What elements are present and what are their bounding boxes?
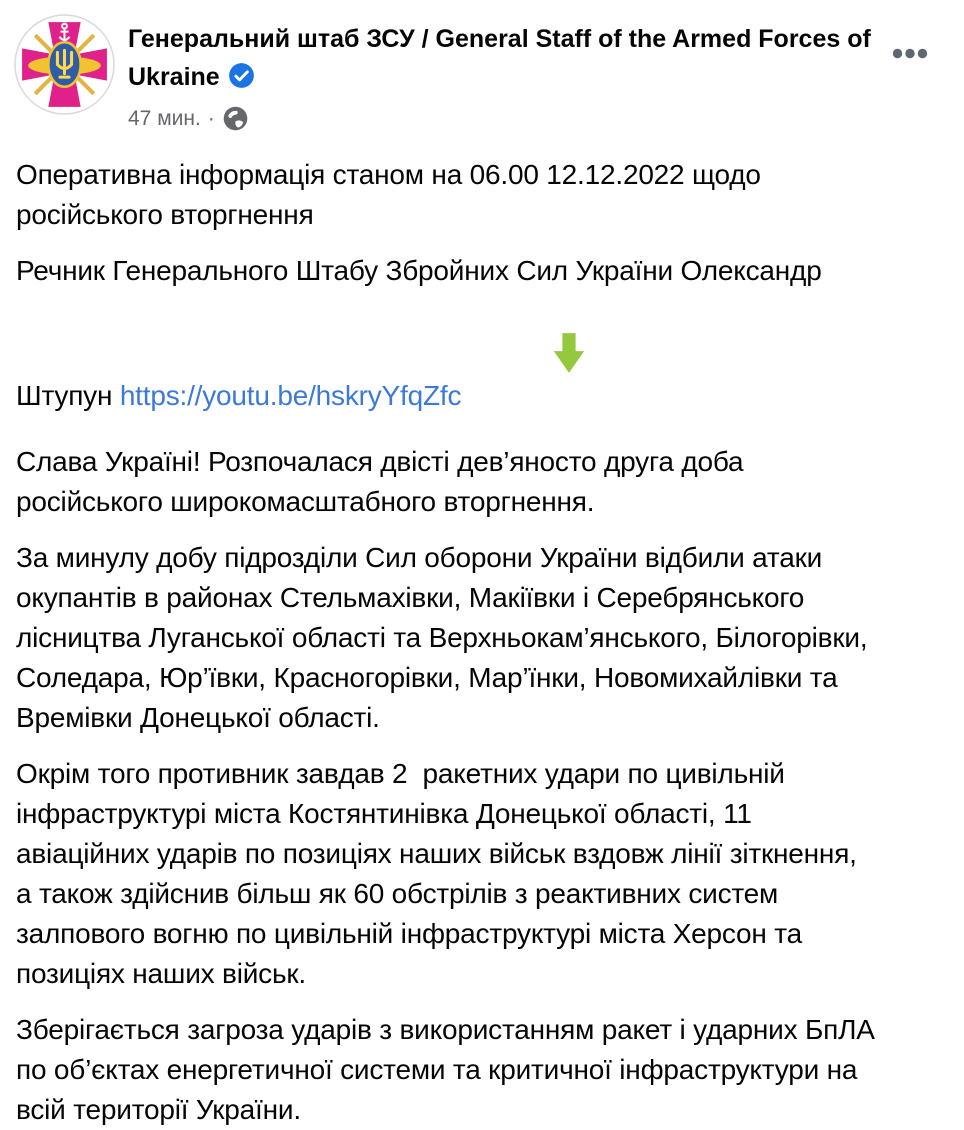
text-line: окупантів в районах Стельмахівки, Макіївки і Серебрянського: [16, 582, 805, 613]
three-dots-icon: [892, 48, 928, 59]
paragraph-5: [16, 754, 956, 994]
post-header: [0, 0, 964, 132]
text-line: позиціях наших військ.: [16, 958, 306, 989]
text-segment: Штупун: [16, 380, 120, 411]
paragraph-1: [16, 155, 956, 235]
text-line: по об’єктах енергетичної системи та критичної інфраструктури на: [16, 1054, 858, 1085]
page-name: Генеральний штаб ЗСУ / General Staff of the Armed Forces of Ukraine: [128, 25, 871, 91]
text-line: а також здійснив більш як 60 обстрілів з реактивних систем: [16, 878, 779, 909]
globe-public-icon: [222, 105, 249, 132]
text-line: [16, 291, 956, 426]
text-line: Соледара, Юр’ївки, Красногорівки, Мар’їнки, Новомихайлівки та: [16, 662, 838, 693]
text-line: За минулу добу підрозділи Сил оборони України відбили атаки: [16, 542, 823, 573]
text-line: всій території України.: [16, 1094, 301, 1125]
paragraph-3: [16, 442, 956, 522]
text-line: залпового вогню по цивільній інфраструктурі міста Херсон та: [16, 918, 802, 949]
text-line: Речник Генерального Штабу Збройних Сил України Олександр: [16, 255, 822, 286]
paragraph-4: [16, 538, 956, 738]
text-line: російського широкомасштабного вторгнення.: [16, 486, 595, 517]
green-down-arrow-icon: [476, 291, 586, 426]
text-line: російського вторгнення: [16, 199, 314, 230]
more-options-button[interactable]: [886, 40, 934, 70]
text-line: Окрім того противник завдав 2 ракетних удари по цивільній: [16, 758, 785, 789]
text-line: Зберігається загроза ударів з використанням ракет і ударних БпЛА: [16, 1014, 875, 1045]
page-avatar[interactable]: [14, 14, 115, 115]
page-name-link[interactable]: [128, 20, 873, 100]
post-meta: [128, 105, 948, 132]
text-line: лісництва Луганської області та Верхньокам’янського, Білогорівки,: [16, 622, 868, 653]
text-line: Оперативна інформація станом на 06.00 12.12.2022 щодо: [16, 159, 761, 190]
text-line: Слава Україні! Розпочалася двісті дев’яносто друга доба: [16, 446, 744, 477]
text-line: авіаційних ударів по позиціях наших військ вздовж лінії зіткнення,: [16, 838, 857, 869]
text-line: інфраструктурі міста Костянтинівка Донецької області, 11: [16, 798, 752, 829]
verified-badge-icon: [228, 62, 255, 100]
timestamp-link[interactable]: 47 мин.: [128, 106, 201, 130]
youtube-link[interactable]: https://youtu.be/hskryYfqZfc: [119, 380, 462, 411]
meta-separator: ·: [207, 106, 215, 130]
text-line: Времівки Донецької області.: [16, 702, 380, 733]
header-meta: [128, 14, 948, 132]
general-staff-emblem-icon: [14, 14, 115, 115]
paragraph-6: [16, 1010, 956, 1130]
post-text: [0, 155, 964, 1130]
paragraph-2: [16, 251, 956, 426]
